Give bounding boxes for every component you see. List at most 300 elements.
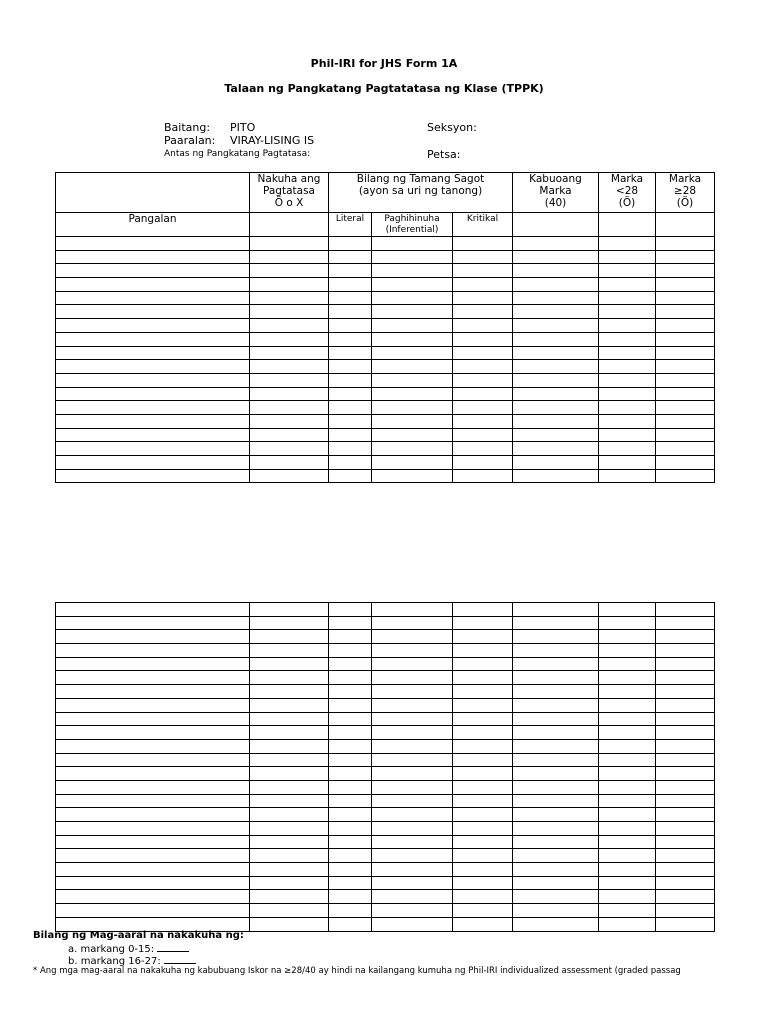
entry-cell[interactable] (372, 644, 453, 658)
entry-cell[interactable] (513, 387, 599, 401)
entry-cell[interactable] (656, 456, 715, 470)
entry-cell[interactable] (250, 442, 329, 456)
entry-cell[interactable] (329, 863, 372, 877)
entry-cell[interactable] (329, 780, 372, 794)
entry-cell[interactable] (453, 442, 513, 456)
entry-cell[interactable] (513, 849, 599, 863)
entry-cell[interactable] (329, 644, 372, 658)
entry-cell[interactable] (329, 917, 372, 931)
entry-cell[interactable] (56, 917, 250, 931)
entry-cell[interactable] (599, 904, 656, 918)
entry-cell[interactable] (372, 835, 453, 849)
entry-cell[interactable] (329, 360, 372, 374)
entry-cell[interactable] (56, 305, 250, 319)
entry-cell[interactable] (453, 794, 513, 808)
entry-cell[interactable] (453, 657, 513, 671)
entry-cell[interactable] (656, 780, 715, 794)
entry-cell[interactable] (513, 291, 599, 305)
entry-cell[interactable] (329, 904, 372, 918)
entry-cell[interactable] (329, 291, 372, 305)
entry-cell[interactable] (656, 360, 715, 374)
entry-cell[interactable] (453, 890, 513, 904)
entry-cell[interactable] (656, 644, 715, 658)
entry-cell[interactable] (453, 414, 513, 428)
entry-cell[interactable] (656, 387, 715, 401)
entry-cell[interactable] (329, 849, 372, 863)
entry-cell[interactable] (329, 332, 372, 346)
entry-cell[interactable] (329, 630, 372, 644)
entry-cell[interactable] (250, 890, 329, 904)
entry-cell[interactable] (329, 264, 372, 278)
entry-cell[interactable] (250, 616, 329, 630)
entry-cell[interactable] (453, 346, 513, 360)
entry-cell[interactable] (599, 780, 656, 794)
entry-cell[interactable] (56, 278, 250, 292)
entry-cell[interactable] (250, 644, 329, 658)
entry-cell[interactable] (599, 835, 656, 849)
entry-cell[interactable] (329, 387, 372, 401)
entry-cell[interactable] (453, 780, 513, 794)
entry-cell[interactable] (599, 603, 656, 617)
entry-cell[interactable] (329, 739, 372, 753)
entry-cell[interactable] (56, 794, 250, 808)
entry-cell[interactable] (513, 876, 599, 890)
entry-cell[interactable] (372, 456, 453, 470)
entry-cell[interactable] (513, 739, 599, 753)
entry-cell[interactable] (56, 808, 250, 822)
entry-cell[interactable] (513, 780, 599, 794)
entry-cell[interactable] (250, 671, 329, 685)
entry-cell[interactable] (372, 603, 453, 617)
entry-cell[interactable] (56, 712, 250, 726)
entry-cell[interactable] (513, 346, 599, 360)
entry-cell[interactable] (513, 767, 599, 781)
entry-cell[interactable] (372, 469, 453, 483)
entry-cell[interactable] (453, 428, 513, 442)
entry-cell[interactable] (656, 794, 715, 808)
entry-cell[interactable] (656, 698, 715, 712)
entry-cell[interactable] (250, 835, 329, 849)
entry-cell[interactable] (656, 264, 715, 278)
entry-cell[interactable] (250, 603, 329, 617)
entry-cell[interactable] (372, 414, 453, 428)
entry-cell[interactable] (250, 401, 329, 415)
entry-cell[interactable] (656, 835, 715, 849)
entry-cell[interactable] (513, 657, 599, 671)
entry-cell[interactable] (453, 319, 513, 333)
entry-cell[interactable] (599, 712, 656, 726)
entry-cell[interactable] (599, 671, 656, 685)
entry-cell[interactable] (372, 360, 453, 374)
entry-cell[interactable] (250, 739, 329, 753)
entry-cell[interactable] (250, 698, 329, 712)
entry-cell[interactable] (329, 442, 372, 456)
entry-cell[interactable] (372, 387, 453, 401)
entry-cell[interactable] (453, 616, 513, 630)
entry-cell[interactable] (599, 237, 656, 251)
entry-cell[interactable] (453, 917, 513, 931)
entry-cell[interactable] (372, 739, 453, 753)
entry-cell[interactable] (329, 401, 372, 415)
entry-cell[interactable] (453, 739, 513, 753)
entry-cell[interactable] (56, 414, 250, 428)
entry-cell[interactable] (599, 346, 656, 360)
entry-cell[interactable] (56, 835, 250, 849)
entry-cell[interactable] (56, 442, 250, 456)
entry-cell[interactable] (599, 278, 656, 292)
entry-cell[interactable] (372, 401, 453, 415)
entry-cell[interactable] (56, 739, 250, 753)
entry-cell[interactable] (513, 360, 599, 374)
entry-cell[interactable] (599, 414, 656, 428)
entry-cell[interactable] (599, 250, 656, 264)
entry-cell[interactable] (599, 698, 656, 712)
entry-cell[interactable] (599, 644, 656, 658)
entry-cell[interactable] (599, 630, 656, 644)
entry-cell[interactable] (599, 428, 656, 442)
entry-cell[interactable] (329, 726, 372, 740)
entry-cell[interactable] (513, 917, 599, 931)
entry-cell[interactable] (372, 698, 453, 712)
entry-cell[interactable] (599, 264, 656, 278)
entry-cell[interactable] (329, 767, 372, 781)
entry-cell[interactable] (250, 794, 329, 808)
entry-cell[interactable] (513, 753, 599, 767)
entry-cell[interactable] (56, 863, 250, 877)
entry-cell[interactable] (56, 373, 250, 387)
entry-cell[interactable] (56, 849, 250, 863)
entry-cell[interactable] (656, 808, 715, 822)
entry-cell[interactable] (250, 291, 329, 305)
entry-cell[interactable] (250, 346, 329, 360)
entry-cell[interactable] (250, 456, 329, 470)
entry-cell[interactable] (453, 264, 513, 278)
entry-cell[interactable] (513, 264, 599, 278)
item-a-blank[interactable] (157, 942, 189, 952)
entry-cell[interactable] (372, 264, 453, 278)
entry-cell[interactable] (453, 726, 513, 740)
entry-cell[interactable] (656, 671, 715, 685)
entry-cell[interactable] (599, 822, 656, 836)
entry-cell[interactable] (56, 332, 250, 346)
entry-cell[interactable] (453, 863, 513, 877)
entry-cell[interactable] (453, 822, 513, 836)
entry-cell[interactable] (56, 346, 250, 360)
entry-cell[interactable] (372, 780, 453, 794)
entry-cell[interactable] (599, 863, 656, 877)
entry-cell[interactable] (329, 237, 372, 251)
entry-cell[interactable] (656, 428, 715, 442)
entry-cell[interactable] (513, 373, 599, 387)
entry-cell[interactable] (599, 726, 656, 740)
entry-cell[interactable] (250, 373, 329, 387)
entry-cell[interactable] (599, 753, 656, 767)
entry-cell[interactable] (250, 767, 329, 781)
entry-cell[interactable] (56, 890, 250, 904)
entry-cell[interactable] (656, 414, 715, 428)
entry-cell[interactable] (453, 603, 513, 617)
entry-cell[interactable] (56, 726, 250, 740)
entry-cell[interactable] (599, 876, 656, 890)
entry-cell[interactable] (513, 278, 599, 292)
entry-cell[interactable] (56, 753, 250, 767)
entry-cell[interactable] (453, 278, 513, 292)
entry-cell[interactable] (372, 346, 453, 360)
entry-cell[interactable] (513, 319, 599, 333)
entry-cell[interactable] (372, 428, 453, 442)
entry-cell[interactable] (250, 264, 329, 278)
entry-cell[interactable] (56, 291, 250, 305)
entry-cell[interactable] (250, 753, 329, 767)
entry-cell[interactable] (599, 360, 656, 374)
entry-cell[interactable] (250, 278, 329, 292)
entry-cell[interactable] (250, 657, 329, 671)
entry-cell[interactable] (56, 237, 250, 251)
entry-cell[interactable] (453, 644, 513, 658)
entry-cell[interactable] (56, 401, 250, 415)
entry-cell[interactable] (372, 305, 453, 319)
entry-cell[interactable] (453, 630, 513, 644)
entry-cell[interactable] (513, 671, 599, 685)
entry-cell[interactable] (372, 876, 453, 890)
entry-cell[interactable] (329, 835, 372, 849)
entry-cell[interactable] (656, 685, 715, 699)
entry-cell[interactable] (513, 726, 599, 740)
entry-cell[interactable] (329, 305, 372, 319)
entry-cell[interactable] (656, 291, 715, 305)
entry-cell[interactable] (329, 373, 372, 387)
entry-cell[interactable] (329, 278, 372, 292)
entry-cell[interactable] (656, 630, 715, 644)
entry-cell[interactable] (599, 469, 656, 483)
entry-cell[interactable] (656, 346, 715, 360)
entry-cell[interactable] (513, 863, 599, 877)
entry-cell[interactable] (329, 890, 372, 904)
entry-cell[interactable] (329, 616, 372, 630)
entry-cell[interactable] (599, 456, 656, 470)
entry-cell[interactable] (329, 456, 372, 470)
entry-cell[interactable] (56, 264, 250, 278)
entry-cell[interactable] (329, 671, 372, 685)
entry-cell[interactable] (372, 237, 453, 251)
entry-cell[interactable] (250, 387, 329, 401)
entry-cell[interactable] (250, 712, 329, 726)
entry-cell[interactable] (329, 712, 372, 726)
entry-cell[interactable] (656, 822, 715, 836)
entry-cell[interactable] (656, 250, 715, 264)
entry-cell[interactable] (453, 904, 513, 918)
entry-cell[interactable] (250, 822, 329, 836)
entry-cell[interactable] (372, 332, 453, 346)
entry-cell[interactable] (656, 616, 715, 630)
entry-cell[interactable] (250, 469, 329, 483)
entry-cell[interactable] (250, 876, 329, 890)
entry-cell[interactable] (513, 794, 599, 808)
entry-cell[interactable] (599, 305, 656, 319)
entry-cell[interactable] (599, 387, 656, 401)
entry-cell[interactable] (656, 319, 715, 333)
entry-cell[interactable] (250, 428, 329, 442)
entry-cell[interactable] (656, 603, 715, 617)
entry-cell[interactable] (56, 360, 250, 374)
entry-cell[interactable] (599, 616, 656, 630)
entry-cell[interactable] (372, 808, 453, 822)
entry-cell[interactable] (599, 373, 656, 387)
entry-cell[interactable] (250, 237, 329, 251)
entry-cell[interactable] (656, 904, 715, 918)
entry-cell[interactable] (656, 849, 715, 863)
entry-cell[interactable] (656, 890, 715, 904)
entry-cell[interactable] (372, 373, 453, 387)
entry-cell[interactable] (250, 414, 329, 428)
entry-cell[interactable] (329, 822, 372, 836)
entry-cell[interactable] (453, 876, 513, 890)
entry-cell[interactable] (372, 917, 453, 931)
entry-cell[interactable] (513, 305, 599, 319)
entry-cell[interactable] (250, 780, 329, 794)
entry-cell[interactable] (513, 401, 599, 415)
entry-cell[interactable] (453, 835, 513, 849)
entry-cell[interactable] (513, 237, 599, 251)
entry-cell[interactable] (656, 442, 715, 456)
entry-cell[interactable] (56, 456, 250, 470)
entry-cell[interactable] (513, 644, 599, 658)
entry-cell[interactable] (329, 469, 372, 483)
entry-cell[interactable] (656, 876, 715, 890)
entry-cell[interactable] (56, 822, 250, 836)
entry-cell[interactable] (372, 671, 453, 685)
entry-cell[interactable] (513, 332, 599, 346)
entry-cell[interactable] (599, 332, 656, 346)
entry-cell[interactable] (372, 890, 453, 904)
entry-cell[interactable] (329, 319, 372, 333)
entry-cell[interactable] (453, 250, 513, 264)
entry-cell[interactable] (372, 712, 453, 726)
entry-cell[interactable] (250, 305, 329, 319)
entry-cell[interactable] (656, 739, 715, 753)
entry-cell[interactable] (453, 305, 513, 319)
entry-cell[interactable] (599, 767, 656, 781)
entry-cell[interactable] (329, 603, 372, 617)
entry-cell[interactable] (656, 657, 715, 671)
entry-cell[interactable] (250, 630, 329, 644)
entry-cell[interactable] (372, 442, 453, 456)
entry-cell[interactable] (453, 469, 513, 483)
entry-cell[interactable] (250, 726, 329, 740)
entry-cell[interactable] (372, 726, 453, 740)
entry-cell[interactable] (513, 904, 599, 918)
entry-cell[interactable] (453, 685, 513, 699)
entry-cell[interactable] (513, 712, 599, 726)
entry-cell[interactable] (656, 332, 715, 346)
entry-cell[interactable] (656, 863, 715, 877)
entry-cell[interactable] (599, 442, 656, 456)
entry-cell[interactable] (56, 250, 250, 264)
entry-cell[interactable] (56, 698, 250, 712)
entry-cell[interactable] (453, 808, 513, 822)
entry-cell[interactable] (513, 685, 599, 699)
entry-cell[interactable] (250, 808, 329, 822)
entry-cell[interactable] (329, 428, 372, 442)
entry-cell[interactable] (656, 469, 715, 483)
entry-cell[interactable] (56, 876, 250, 890)
entry-cell[interactable] (656, 917, 715, 931)
entry-cell[interactable] (372, 904, 453, 918)
entry-cell[interactable] (453, 753, 513, 767)
entry-cell[interactable] (372, 250, 453, 264)
entry-cell[interactable] (329, 698, 372, 712)
entry-cell[interactable] (56, 603, 250, 617)
entry-cell[interactable] (656, 305, 715, 319)
entry-cell[interactable] (250, 685, 329, 699)
entry-cell[interactable] (56, 630, 250, 644)
entry-cell[interactable] (56, 319, 250, 333)
entry-cell[interactable] (372, 630, 453, 644)
item-b-blank[interactable] (164, 954, 196, 964)
entry-cell[interactable] (56, 428, 250, 442)
entry-cell[interactable] (56, 671, 250, 685)
entry-cell[interactable] (513, 698, 599, 712)
entry-cell[interactable] (329, 808, 372, 822)
entry-cell[interactable] (453, 698, 513, 712)
entry-cell[interactable] (599, 849, 656, 863)
entry-cell[interactable] (453, 237, 513, 251)
entry-cell[interactable] (599, 685, 656, 699)
entry-cell[interactable] (329, 685, 372, 699)
entry-cell[interactable] (372, 278, 453, 292)
entry-cell[interactable] (372, 616, 453, 630)
entry-cell[interactable] (250, 863, 329, 877)
entry-cell[interactable] (656, 373, 715, 387)
entry-cell[interactable] (329, 250, 372, 264)
entry-cell[interactable] (56, 469, 250, 483)
entry-cell[interactable] (599, 739, 656, 753)
entry-cell[interactable] (372, 319, 453, 333)
entry-cell[interactable] (513, 808, 599, 822)
entry-cell[interactable] (513, 822, 599, 836)
entry-cell[interactable] (513, 835, 599, 849)
entry-cell[interactable] (453, 767, 513, 781)
entry-cell[interactable] (453, 387, 513, 401)
entry-cell[interactable] (513, 414, 599, 428)
entry-cell[interactable] (599, 657, 656, 671)
entry-cell[interactable] (453, 671, 513, 685)
entry-cell[interactable] (372, 849, 453, 863)
entry-cell[interactable] (599, 401, 656, 415)
entry-cell[interactable] (56, 644, 250, 658)
entry-cell[interactable] (372, 685, 453, 699)
entry-cell[interactable] (656, 753, 715, 767)
entry-cell[interactable] (513, 603, 599, 617)
entry-cell[interactable] (250, 904, 329, 918)
entry-cell[interactable] (599, 291, 656, 305)
entry-cell[interactable] (599, 890, 656, 904)
entry-cell[interactable] (250, 319, 329, 333)
entry-cell[interactable] (656, 767, 715, 781)
entry-cell[interactable] (599, 917, 656, 931)
entry-cell[interactable] (56, 767, 250, 781)
entry-cell[interactable] (250, 360, 329, 374)
entry-cell[interactable] (372, 657, 453, 671)
entry-cell[interactable] (453, 360, 513, 374)
entry-cell[interactable] (656, 726, 715, 740)
entry-cell[interactable] (372, 822, 453, 836)
entry-cell[interactable] (513, 250, 599, 264)
entry-cell[interactable] (329, 657, 372, 671)
entry-cell[interactable] (56, 387, 250, 401)
entry-cell[interactable] (453, 712, 513, 726)
entry-cell[interactable] (329, 794, 372, 808)
